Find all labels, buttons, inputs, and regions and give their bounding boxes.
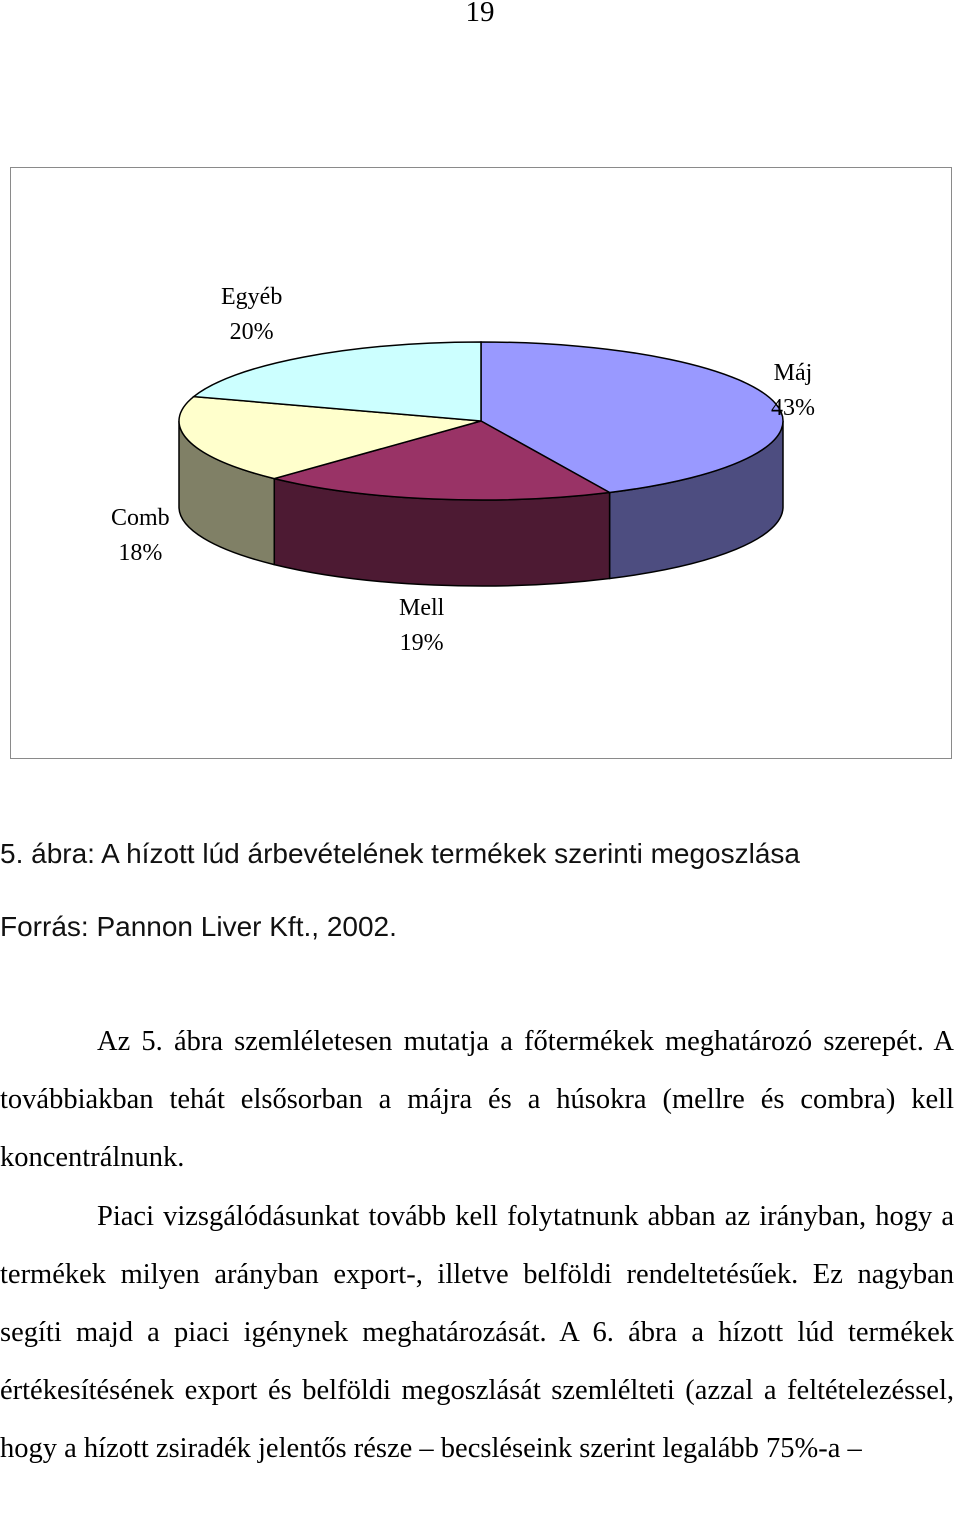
slice-label-name: Egyéb [221,284,283,310]
slice-label-maj [771,356,815,426]
slice-label-egyeb [221,280,282,350]
paragraph: Az 5. ábra szemléletesen mutatja a főtermékek meghatározó szerepét. A továbbiakban tehát elsősorban a májra és a húsokra (mellre és combra) kell koncentrálnunk. [0,1026,954,1174]
slice-label-mell [399,591,444,661]
page-number: 19 [465,0,495,28]
pie-chart [10,167,952,759]
slice-label-name: Mell [399,595,445,621]
slice-label-comb [111,501,170,571]
slice-label-pct: 20% [229,319,274,345]
body-text [0,1013,954,1479]
figure-caption: 5. ábra: A hízott lúd árbevételének termékek szerinti megoszlása [0,838,800,869]
pie-chart-svg [11,168,952,759]
slice-label-pct: 19% [399,630,444,656]
paragraph: Piaci vizsgálódásunkat tovább kell folytatnunk abban az irányban, hogy a termékek milyen arányban export-, illetve belföldi rendeltetésűek. Ez nagyban segíti majd a piaci igénynek meghatározását. A 6. ábra a hízott lúd termékek értékesítésének export és belföldi megoszlását szemlélteti (azzal a feltételezéssel, hogy a hízott zsiradék jelentős része – becsléseink szerint legalább 75%-a – [0,1200,954,1465]
slice-label-pct: 18% [118,540,163,566]
figure-source: Forrás: Pannon Liver Kft., 2002. [0,911,397,942]
slice-label-name: Comb [111,505,170,531]
slice-label-pct: 43% [771,395,815,421]
slice-label-name: Máj [773,360,813,386]
